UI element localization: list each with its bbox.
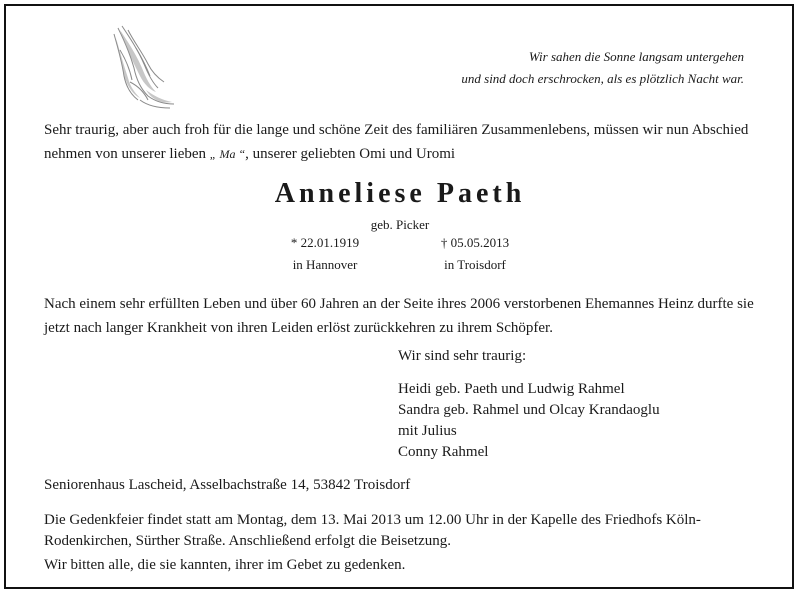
- birth-info: [265, 232, 385, 276]
- closing-line: Wir bitten alle, die sie kannten, ihrer im Gebet zu gedenken.: [44, 557, 406, 573]
- intro-paragraph: [44, 118, 760, 166]
- death-date: † 05.05.2013: [440, 235, 510, 250]
- mourner-name: Conny Rahmel: [398, 444, 489, 460]
- birth-date: * 22.01.1919: [290, 235, 360, 250]
- motto-line-1: Wir sahen die Sonne langsam untergehen: [528, 49, 744, 64]
- mourner-name: Sandra geb. Rahmel und Olcay Krandaoglu: [398, 402, 660, 418]
- intro-text: Sehr traurig, aber auch froh für die lange und schöne Zeit des familiären Zusammenlebens, müssen wir nun Abschied nehmen von unserer lieben: [44, 122, 749, 162]
- intro-text-end: , unserer geliebten Omi und Uromi: [245, 146, 456, 162]
- birth-name: geb. Picker: [370, 217, 430, 232]
- death-place: in Troisdorf: [444, 257, 506, 272]
- mourners-heading: Wir sind sehr traurig:: [398, 348, 527, 364]
- ceremony-paragraph: Die Gedenkfeier findet statt am Montag, dem 13. Mai 2013 um 12.00 Uhr in der Kapelle des Friedhofs Köln-Rodenkirchen, Sürther Straße. Anschließend erfolgt die Beisetzung.: [44, 512, 701, 549]
- birth-place: in Hannover: [292, 257, 358, 272]
- motto-line-2: und sind doch erschrocken, als es plötzlich Nacht war.: [461, 71, 744, 86]
- intro-nickname: „ Ma “: [209, 147, 246, 161]
- mourners-block: [398, 346, 660, 463]
- mourner-name: mit Julius: [398, 423, 457, 439]
- body-paragraph: Nach einem sehr erfüllten Leben und über 60 Jahren an der Seite ihres 2006 verstorbenen Ehemannes Heinz durfte sie jetzt nach langer Krankheit von ihren Leiden erlöst zurückkehren zu ihrem Schöpfer.: [44, 296, 754, 336]
- mourner-name: Heidi geb. Paeth und Ludwig Rahmel: [398, 381, 625, 397]
- deceased-name: Anneliese Paeth: [274, 178, 526, 209]
- death-info: [415, 232, 535, 276]
- motto-quote: [461, 46, 744, 90]
- praying-hands-icon: [100, 20, 180, 112]
- address-line: Seniorenhaus Lascheid, Asselbachstraße 14, 53842 Troisdorf: [44, 477, 411, 493]
